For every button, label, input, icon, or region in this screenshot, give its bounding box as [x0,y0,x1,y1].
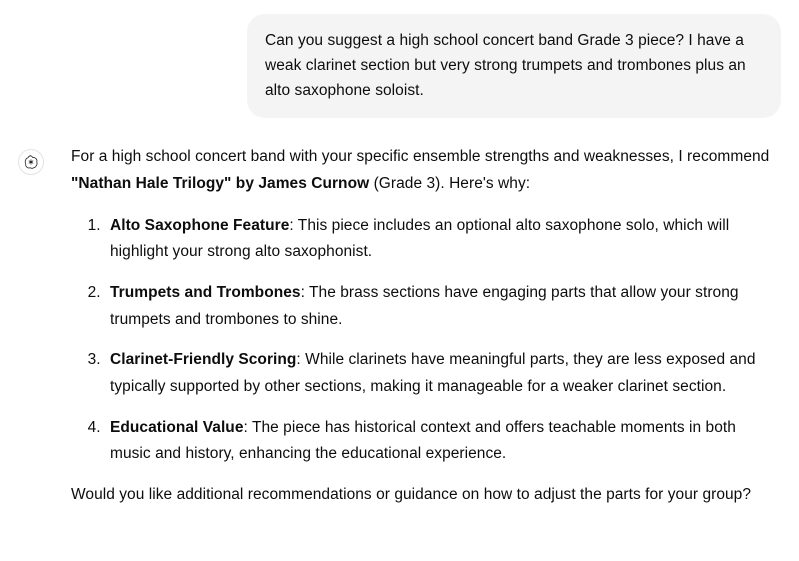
reason-title: Trumpets and Trombones [110,283,301,301]
reason-title: Clarinet-Friendly Scoring [110,351,297,369]
intro-suffix-text: (Grade 3). Here's why: [369,174,531,192]
list-item [105,280,775,333]
intro-prefix-text: For a high school concert band with your specific ensemble strengths and weaknesses, I recommend [71,148,770,166]
openai-logo-icon [18,149,44,175]
reason-body: : The brass sections have engaging parts that allow your strong trumpets and trombones to shine. [110,283,739,328]
recommended-piece-title: "Nathan Hale Trilogy" by James Curnow [71,174,370,192]
list-item [105,213,775,266]
reasons-list [71,213,775,468]
reason-body: : While clarinets have meaningful parts, they are less exposed and typically supported by other sections, making it manageable for a weaker clarinet section. [110,351,756,395]
assistant-message-row [0,118,799,508]
reason-body: : This piece includes an optional alto saxophone solo, which will highlight your strong alto saxophonist. [110,216,730,261]
list-item [105,347,775,400]
assistant-closing-paragraph: Would you like additional recommendations or guidance on how to adjust the parts for your group? [71,485,752,503]
list-item [105,415,775,468]
user-message-row [0,0,799,118]
reason-title: Alto Saxophone Feature [110,216,290,234]
assistant-message-body [71,144,775,508]
assistant-intro-paragraph [71,144,775,197]
user-message-bubble: Can you suggest a high school concert band Grade 3 piece? I have a weak clarinet section but very strong trumpets and trombones plus an alto saxophone soloist. [247,14,781,118]
reason-title: Educational Value [110,418,244,436]
reason-body: : The piece has historical context and offers teachable moments in both music and history, enhancing the educational experience. [110,418,736,463]
